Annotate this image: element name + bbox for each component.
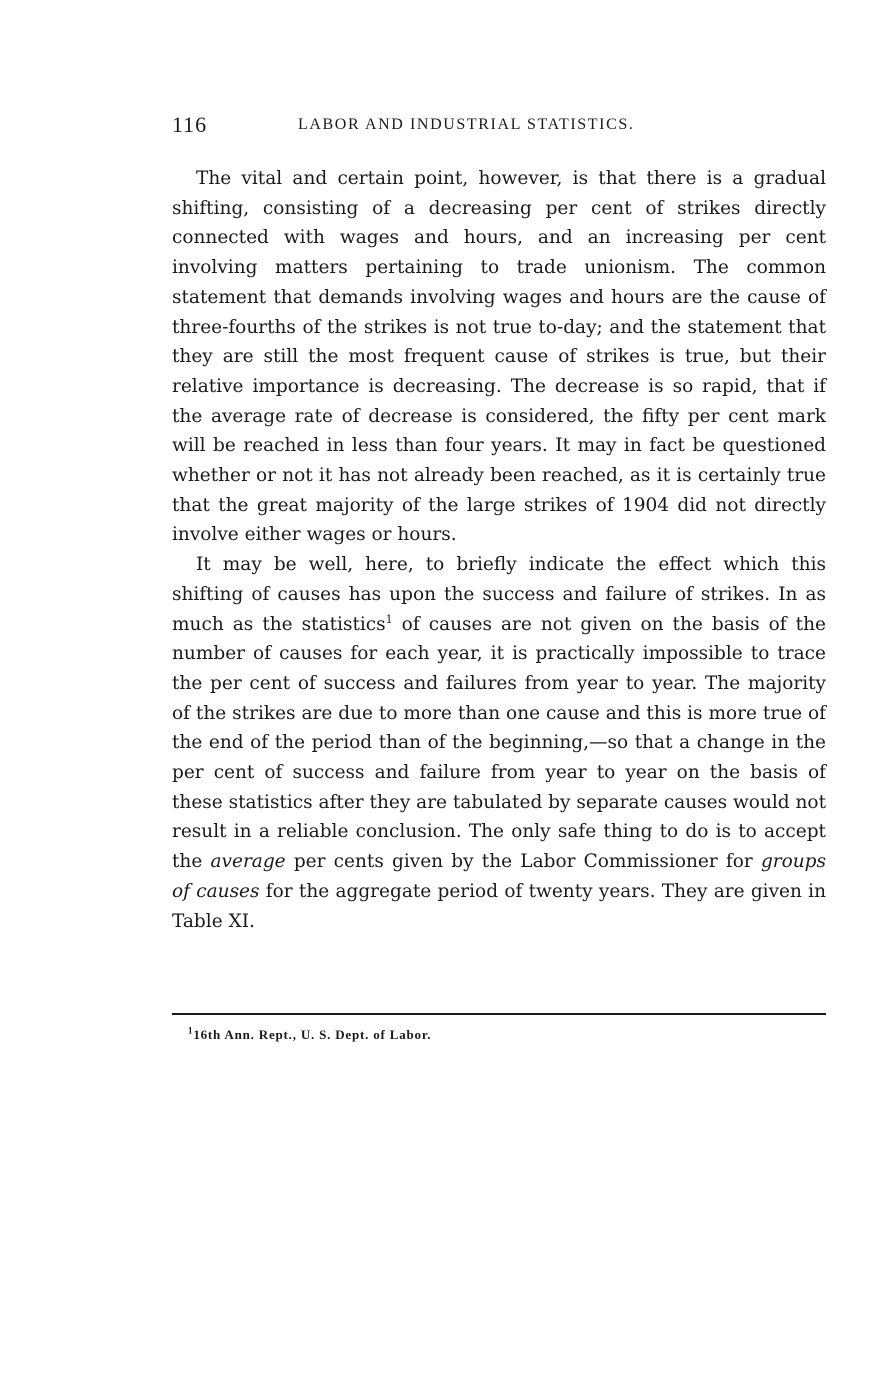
paragraph-1: The vital and certain point, however, is that there is a gradual shifting, consisting of a decreasing per cent of strikes directly connected with wages and hours, and an increasing per cent involving matters pertaining to trade unionism. The common statement that demands involving wages and hours are the cause of three-fourths of the strikes is not true to-day; and the statement that they are still the most frequent cause of strikes is true, but their relative importance is decreasing. The decrease is so rapid, that if the average rate of decrease is considered, the fifty per cent mark will be reached in less than four years. It may in fact be questioned whether or not it has not already been reached, as it is certainly true that the great majority of the large strikes of 1904 did not directly involve either wages or hours. — [172, 168, 826, 546]
footnote-marker: 1 — [188, 1025, 194, 1036]
italic-average: average — [210, 851, 286, 873]
body-text — [172, 164, 826, 936]
running-head: LABOR AND INDUSTRIAL STATISTICS. — [298, 116, 635, 133]
page-header — [172, 112, 826, 140]
paragraph-2-part-3: per cents given by the Labor Commissioner for — [285, 851, 761, 873]
paragraph-2-part-2: of causes are not given on the basis of the number of causes for each year, it is practically impossible to trace the per cent of success and failures from year to year. The majority of the strikes are due to more than one cause and this is more true of the end of the period than of the beginning,—so that a change in the per cent of success and failure from year to year on the basis of these statistics after they are tabulated by separate causes would not result in a reliable conclusion. The only safe thing to do is to accept the — [172, 613, 826, 873]
italic-groups-of-causes: groups of causes — [172, 851, 827, 902]
page-number: 116 — [172, 112, 208, 137]
paragraph-2 — [172, 550, 826, 936]
paragraph-2-part-1: It may be well, here, to briefly indicate the effect which this shifting of causes has upon the success and failure of strikes. In as much as the statistics — [172, 554, 826, 635]
footnote-divider — [172, 1013, 826, 1015]
footnote-reference: 1 — [385, 612, 393, 626]
paragraph-2-part-4: for the aggregate period of twenty years. They are given in Table XI. — [172, 880, 827, 932]
footnote-text: 16th Ann. Rept., U. S. Dept. of Labor. — [193, 1027, 432, 1042]
footnote — [188, 1027, 431, 1043]
